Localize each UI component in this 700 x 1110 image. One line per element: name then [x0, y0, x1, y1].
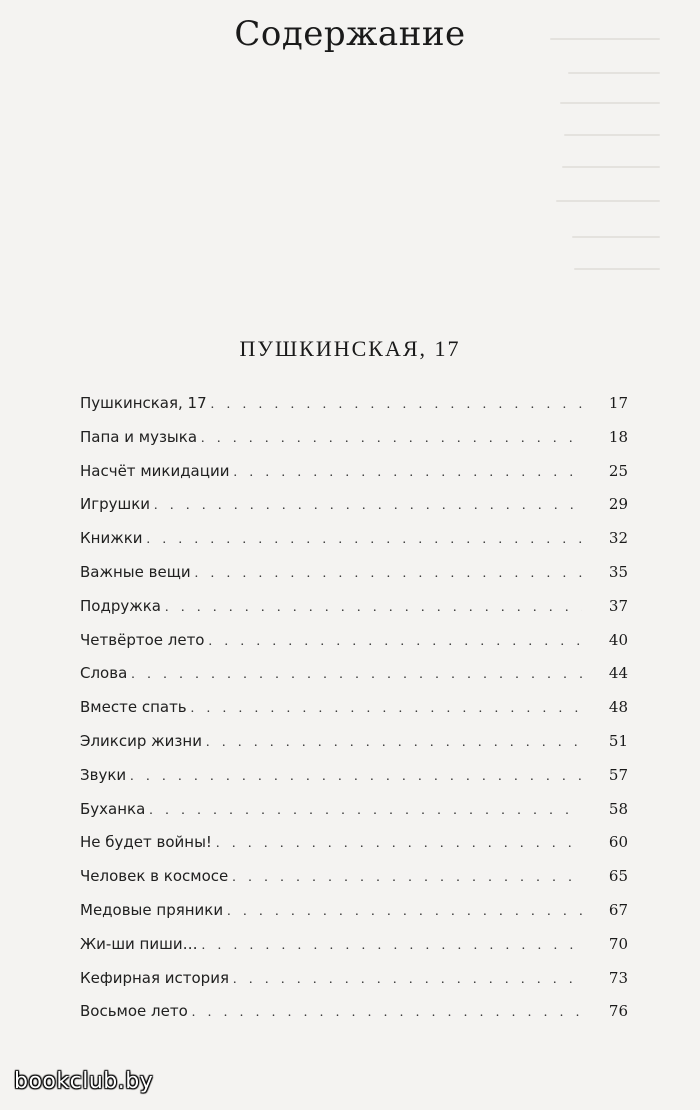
toc-entry-title: Медовые пряники	[80, 900, 224, 919]
dot-leader	[147, 532, 582, 548]
bleed-through-line	[556, 200, 660, 202]
watermark-logo: bookclub.by	[14, 1069, 154, 1094]
toc-entry-title: Вместе спать	[80, 698, 187, 717]
toc-entry[interactable]	[80, 935, 628, 969]
toc-entry-title: Человек в космосе	[80, 867, 229, 886]
toc-entry-page: 18	[608, 427, 628, 446]
toc-entry[interactable]	[80, 428, 628, 462]
bleed-through-line	[560, 102, 660, 104]
toc-entry-title: Игрушки	[80, 495, 151, 514]
toc-entry-title: Подружка	[80, 596, 161, 615]
dot-leader	[208, 634, 582, 650]
toc-entry-page: 51	[608, 731, 628, 750]
toc-entry[interactable]	[80, 1002, 628, 1036]
dot-leader	[192, 1005, 582, 1021]
toc-entry[interactable]	[80, 698, 628, 732]
toc-entry[interactable]	[80, 529, 628, 563]
bleed-through-line	[574, 268, 660, 270]
dot-leader	[154, 498, 582, 514]
toc-entry-title: Жи-ши пиши…	[80, 934, 198, 953]
toc-entry[interactable]	[80, 833, 628, 867]
toc-entry-title: Книжки	[80, 529, 143, 548]
toc-entry[interactable]	[80, 901, 628, 935]
toc-entry-page: 65	[608, 867, 628, 886]
bleed-through-line	[562, 166, 660, 168]
toc-entry-page: 32	[608, 529, 628, 548]
section-heading: ПУШКИНСКАЯ, 17	[239, 336, 461, 361]
toc-entry[interactable]	[80, 563, 628, 597]
toc-entry-title: Звуки	[80, 765, 127, 784]
dot-leader	[201, 431, 582, 447]
dot-leader	[211, 397, 582, 413]
toc-entry-title: Не будет войны!	[80, 833, 212, 852]
toc-entry-page: 40	[608, 630, 628, 649]
toc-entry[interactable]	[80, 969, 628, 1003]
dot-leader	[206, 735, 582, 751]
toc-entry-page: 48	[608, 698, 628, 717]
toc-entry[interactable]	[80, 597, 628, 631]
toc-entry-title: Буханка	[80, 799, 146, 818]
dot-leader	[195, 566, 582, 582]
dot-leader	[149, 803, 582, 819]
toc-entry-page: 37	[608, 596, 628, 615]
toc-entry-title: Четвёртое лето	[80, 630, 205, 649]
toc-entry-page: 67	[608, 900, 628, 919]
toc-entry[interactable]	[80, 394, 628, 428]
toc-entry[interactable]	[80, 867, 628, 901]
page-title: Содержание	[234, 14, 466, 54]
dot-leader	[216, 836, 582, 852]
dot-leader	[130, 769, 582, 785]
bleed-through-line	[568, 72, 660, 74]
toc-entry-title: Слова	[80, 664, 128, 683]
dot-leader	[232, 870, 582, 886]
dot-leader	[191, 701, 582, 717]
bleed-through-line	[572, 236, 660, 238]
toc-entry-page: 57	[608, 765, 628, 784]
dot-leader	[227, 904, 582, 920]
toc-entry[interactable]	[80, 766, 628, 800]
dot-leader	[202, 938, 582, 954]
toc-entry-title: Насчёт микидации	[80, 461, 230, 480]
toc-entry-page: 70	[608, 934, 628, 953]
toc-entry[interactable]	[80, 664, 628, 698]
toc-entry-title: Важные вещи	[80, 562, 191, 581]
table-of-contents	[80, 394, 628, 1036]
toc-entry-title: Эликсир жизни	[80, 731, 202, 750]
dot-leader	[165, 600, 582, 616]
dot-leader	[131, 667, 582, 683]
toc-entry-page: 73	[608, 968, 628, 987]
toc-entry-title: Папа и музыка	[80, 427, 198, 446]
toc-entry[interactable]	[80, 462, 628, 496]
toc-entry-page: 58	[608, 799, 628, 818]
bleed-through-line	[564, 134, 660, 136]
toc-entry-page: 44	[608, 664, 628, 683]
toc-entry-page: 25	[608, 461, 628, 480]
toc-entry-title: Восьмое лето	[80, 1002, 188, 1021]
toc-entry[interactable]	[80, 800, 628, 834]
dot-leader	[233, 972, 582, 988]
toc-entry-title: Кефирная история	[80, 968, 229, 987]
toc-entry[interactable]	[80, 732, 628, 766]
toc-entry[interactable]	[80, 631, 628, 665]
toc-entry-page: 60	[608, 833, 628, 852]
toc-entry[interactable]	[80, 495, 628, 529]
toc-entry-page: 35	[608, 562, 628, 581]
toc-entry-title: Пушкинская, 17	[80, 394, 207, 412]
dot-leader	[233, 465, 582, 481]
toc-entry-page: 76	[608, 1002, 628, 1021]
toc-entry-page: 29	[608, 495, 628, 514]
toc-entry-page: 17	[608, 394, 628, 412]
